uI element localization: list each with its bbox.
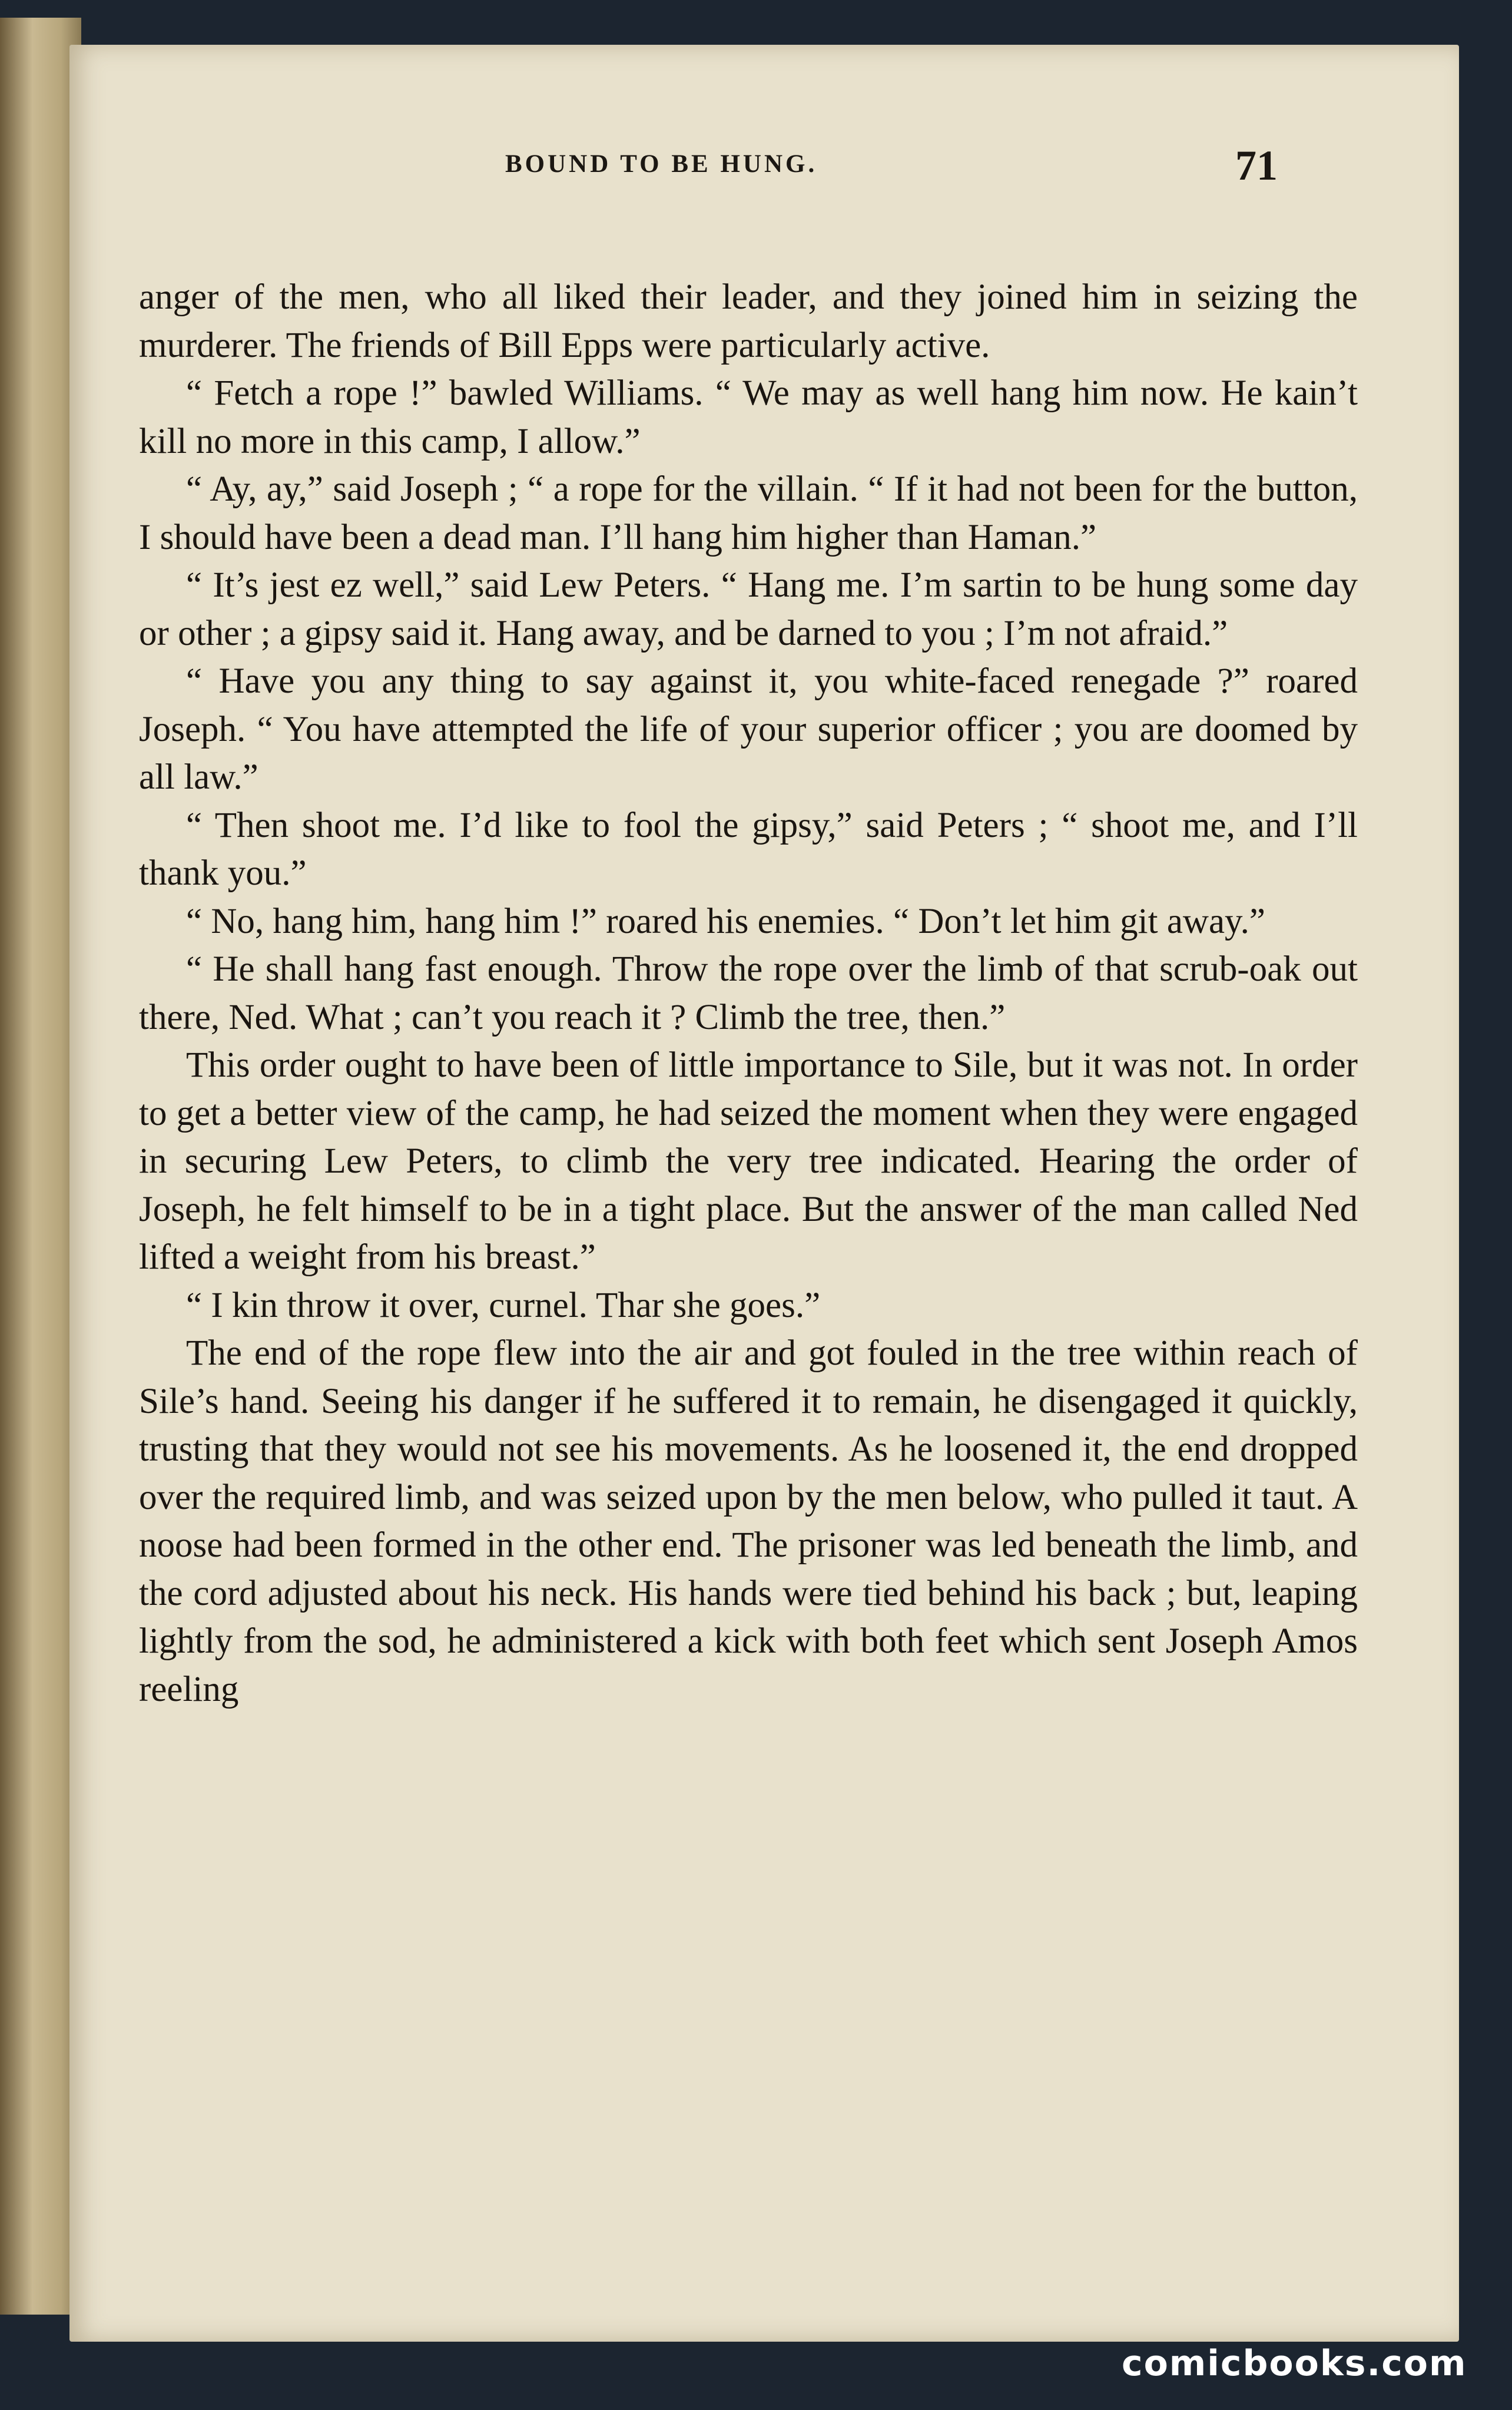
page-number: 71 — [1235, 142, 1278, 189]
book-page — [69, 45, 1459, 2342]
paragraph: “ Fetch a rope !” bawled Williams. “ We may as well hang him now. He kain’t kill no more in this camp, I allow.” — [139, 373, 1358, 461]
watermark: comicbooks.com — [1122, 2343, 1467, 2384]
paragraph: “ It’s jest ez well,” said Lew Peters. “ Hang me. I’m sartin to be hung some day or other ; a gipsy said it. Hang away, and be darned to you ; I’m not afraid.” — [139, 565, 1358, 653]
paragraph: “ Have you any thing to say against it, you white-faced renegade ?” roared Joseph. “ You have attempted the life of your superior officer ; you are doomed by all law.” — [139, 661, 1358, 797]
body-text — [139, 273, 1358, 1713]
paragraph: “ No, hang him, hang him !” roared his enemies. “ Don’t let him git away.” — [186, 901, 1265, 941]
paragraph: “ Ay, ay,” said Joseph ; “ a rope for the villain. “ If it had not been for the button, I should have been a dead man. I’ll hang him higher than Haman.” — [139, 469, 1358, 557]
paragraph: anger of the men, who all liked their leader, and they joined him in seizing the murderer. The friends of Bill Epps were particularly active. — [139, 277, 1358, 365]
running-head — [69, 141, 1459, 200]
paragraph: “ I kin throw it over, curnel. Thar she goes.” — [186, 1285, 821, 1325]
paragraph: This order ought to have been of little importance to Sile, but it was not. In order to get a better view of the camp, he had seized the moment when they were engaged in securing Lew Peters, to climb the very tree indicated. Hearing the order of Joseph, he felt himself to be in a tight place. But the answer of the man called Ned lifted a weight from his breast.” — [139, 1045, 1358, 1277]
paragraph: “ He shall hang fast enough. Throw the rope over the limb of that scrub-oak out there, Ned. What ; can’t you reach it ? Climb the tree, then.” — [139, 949, 1358, 1037]
running-title: BOUND TO BE HUNG. — [505, 150, 818, 178]
paragraph: The end of the rope flew into the air and got fouled in the tree within reach of Sile’s hand. Seeing his danger if he suffered it to remain, he disengaged it quickly, trusting that they would not see his movements. As he loosened it, the end dropped over the required limb, and was seized upon by the men below, who pulled it taut. A noose had been formed in the other end. The prisoner was led beneath the limb, and the cord adjusted about his neck. His hands were tied behind his back ; but, leaping lightly from the sod, he administered a kick with both feet which sent Joseph Amos reeling — [139, 1333, 1358, 1709]
paragraph: “ Then shoot me. I’d like to fool the gipsy,” said Peters ; “ shoot me, and I’ll thank you.” — [139, 805, 1358, 893]
